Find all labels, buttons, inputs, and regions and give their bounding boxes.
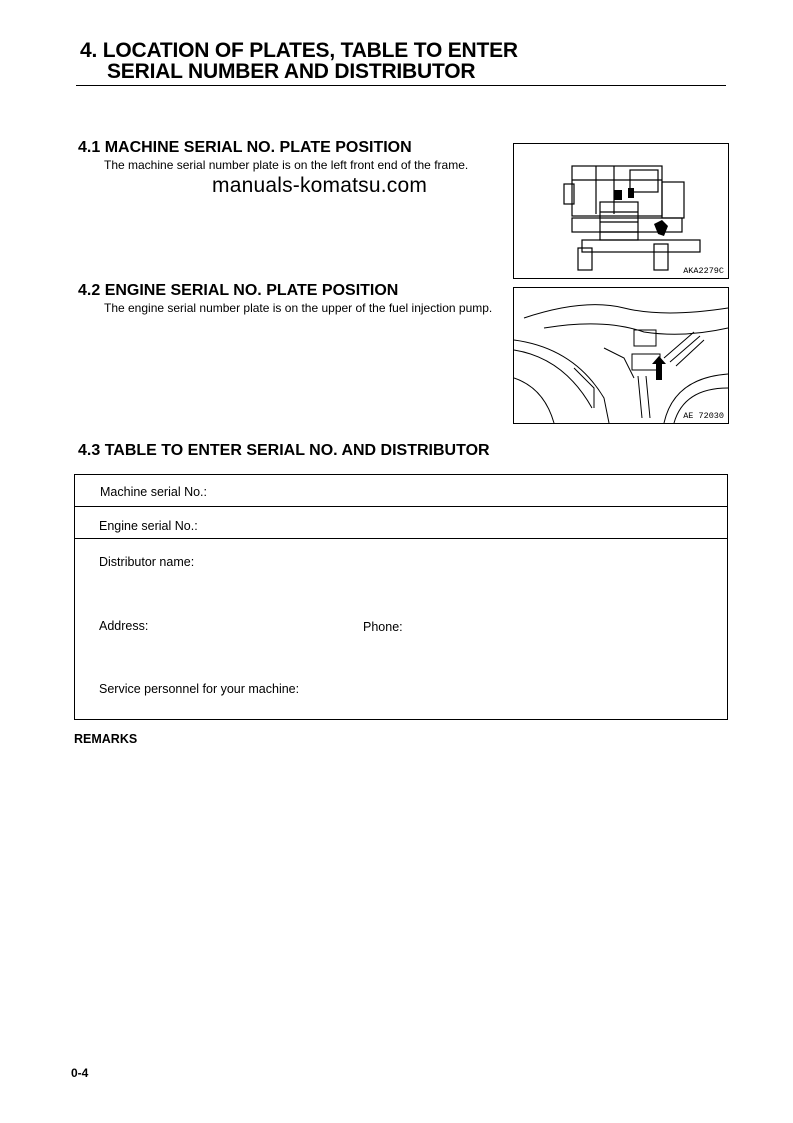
serial-distributor-table	[74, 474, 728, 720]
phone-field[interactable]	[363, 620, 403, 634]
page-number: 0-4	[71, 1066, 89, 1080]
machine-serial-label: Machine serial No.:	[100, 485, 207, 499]
address-label: Address:	[99, 619, 149, 633]
engine-serial-field[interactable]	[99, 519, 198, 533]
machine-front-view-icon	[514, 144, 728, 278]
remarks-heading: REMARKS	[74, 732, 138, 746]
phone-label: Phone:	[363, 620, 403, 634]
section-title-line2: SERIAL NUMBER AND DISTRIBUTOR	[107, 60, 476, 83]
section-title-line1: 4. LOCATION OF PLATES, TABLE TO ENTER	[80, 39, 518, 62]
engine-injection-pump-icon	[514, 288, 728, 423]
row-divider	[75, 538, 727, 539]
body-4-1: The machine serial number plate is on the left front end of the frame.	[104, 158, 469, 172]
heading-4-3: 4.3 TABLE TO ENTER SERIAL NO. AND DISTRIBUTOR	[78, 442, 490, 459]
distributor-name-field[interactable]	[99, 555, 194, 569]
section-title	[80, 40, 518, 82]
figure-label: AE 72030	[683, 411, 724, 421]
distributor-name-label: Distributor name:	[99, 555, 195, 569]
address-field[interactable]	[99, 619, 148, 633]
heading-4-1: 4.1 MACHINE SERIAL NO. PLATE POSITION	[78, 139, 412, 156]
figure-machine-serial-plate	[513, 143, 729, 279]
service-personnel-field[interactable]	[99, 682, 299, 696]
figure-engine-serial-plate	[513, 287, 729, 424]
engine-serial-label: Engine serial No.:	[99, 519, 198, 533]
figure-label: AKA2279C	[683, 266, 724, 276]
heading-4-2: 4.2 ENGINE SERIAL NO. PLATE POSITION	[78, 282, 399, 299]
title-divider	[76, 85, 726, 86]
machine-serial-field[interactable]	[100, 485, 207, 499]
body-4-2: The engine serial number plate is on the upper of the fuel injection pump.	[104, 301, 493, 315]
watermark: manuals-komatsu.com	[212, 174, 428, 197]
service-personnel-label: Service personnel for your machine:	[99, 682, 300, 696]
row-divider	[75, 506, 727, 507]
